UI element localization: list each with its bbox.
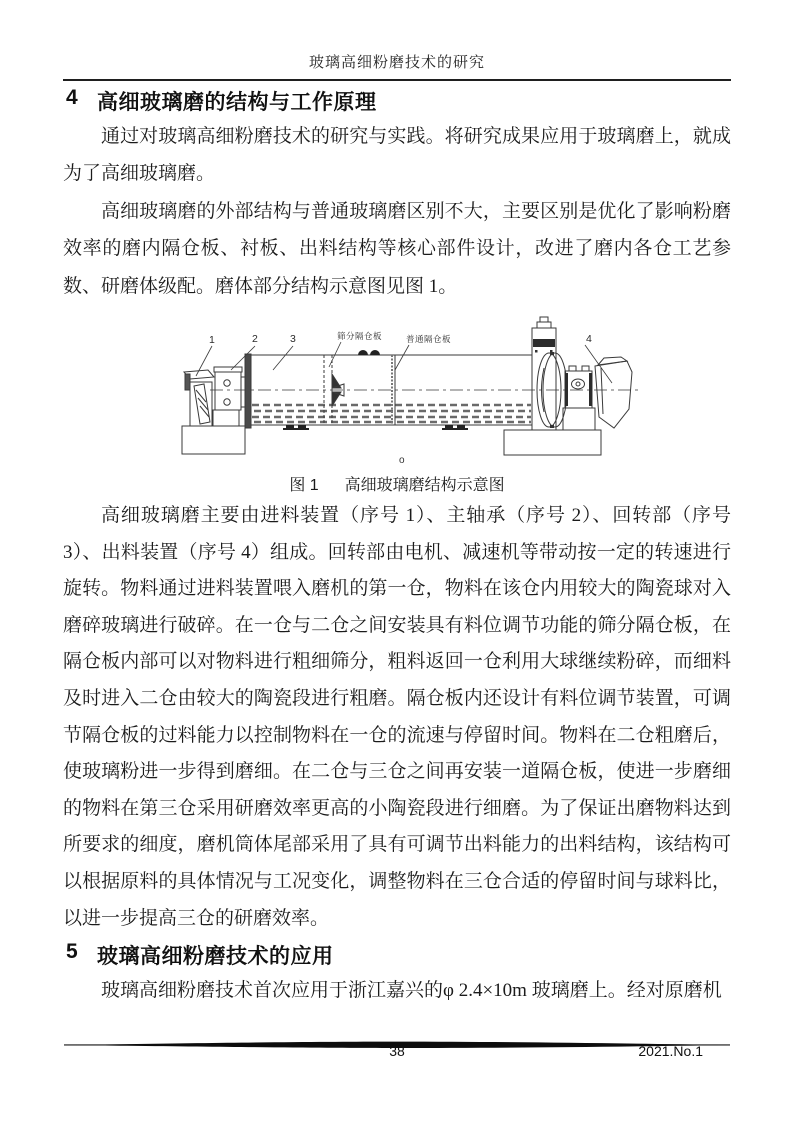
partition-ordinary [392,355,395,425]
shell-bottom-nubs [283,425,468,430]
section-4-number: 4 [66,86,79,109]
issue-number: 2021.No.1 [638,1043,703,1059]
figure-1-caption [63,472,731,495]
figure-part-label-3: 3 [290,333,296,345]
figure-part-label-1: 1 [209,334,215,346]
pedestal-left [182,426,245,454]
figure-caption-label: 图 1 [289,477,319,494]
figure-1-diagram [152,310,642,460]
paragraph-3: 高细玻璃磨主要由进料装置（序号 1）、主轴承（序号 2）、回转部（序号 3）、出料装置（序号 4）组成。回转部由电机、减速机等带动按一定的转速进行旋转。物料通过进料装置喂入磨机的第一仓，物料在该仓内用较大的陶瓷球对入磨碎玻璃进行破碎。在一仓与二仓之间安装具有料位调节功能的筛分隔仓板，在隔仓板内部可以对物料进行粗细筛分，粗料返回一仓利用大球继续粉碎，而细料及时进入二仓由较大的陶瓷段进行粗磨。隔仓板内还设计有料位调节装置，可调节隔仓板的过料能力以控制物料在一仓的流速与停留时间。物料在二仓粗磨后，使玻璃粉进一步得到磨细。在二仓与三仓之间再安装一道隔仓板，使进一步磨细的物料在第三仓采用研磨效率更高的小陶瓷段进行细磨。为了保证出磨物料达到所要求的细度，磨机筒体尾部采用了具有可调节出料能力的出料结构，该结构可以根据原料的具体情况与工况变化，调整物料在三仓合适的停留时间与球料比，以进一步提高三仓的研磨效率。 [63,505,731,929]
sieve-partition-label: 筛分隔仓板 [337,331,383,341]
header-rule [63,79,731,81]
discharge-hopper [595,357,632,428]
stray-scan-mark: o [399,455,405,466]
feed-device [184,370,214,426]
mill-structure-drawing [152,310,642,460]
section-5-title: 玻璃高细粉磨技术的应用 [97,945,334,968]
leader-lines [196,342,612,383]
ordinary-partition-label: 普通隔仓板 [406,334,452,344]
paragraph-1: 通过对玻璃高细粉磨技术的研究与实践。将研究成果应用于玻璃磨上，就成为了高细玻璃磨。 [63,126,731,185]
figure-part-label-4: 4 [586,333,592,345]
figure-part-label-2: 2 [252,333,258,345]
pedestal-right [504,430,601,455]
section-5-number: 5 [66,940,79,963]
paragraph-4: 玻璃高细粉磨技术首次应用于浙江嘉兴的φ 2.4×10m 玻璃磨上。经对原磨机 [101,980,722,1001]
running-title: 玻璃高细粉磨技术的研究 [308,55,485,71]
section-4-title: 高细玻璃磨的结构与工作原理 [97,91,377,114]
page-number: 38 [389,1043,405,1059]
section-4-heading [66,86,731,116]
shell-end-flange [245,354,251,428]
paragraph-2: 高细玻璃磨的外部结构与普通玻璃磨区别不大，主要区别是优化了影响粉磨效率的磨内隔仓板、衬板、出料结构等核心部件设计，改进了磨内各仓工艺参数、研磨体级配。磨体部分结构示意图见图 1。 [63,201,731,297]
discharge-bearing [563,366,595,430]
main-bearing [213,367,246,426]
manhole-marks [358,350,380,355]
section-5-heading [66,940,731,970]
figure-caption-text: 高细玻璃磨结构示意图 [344,477,505,494]
